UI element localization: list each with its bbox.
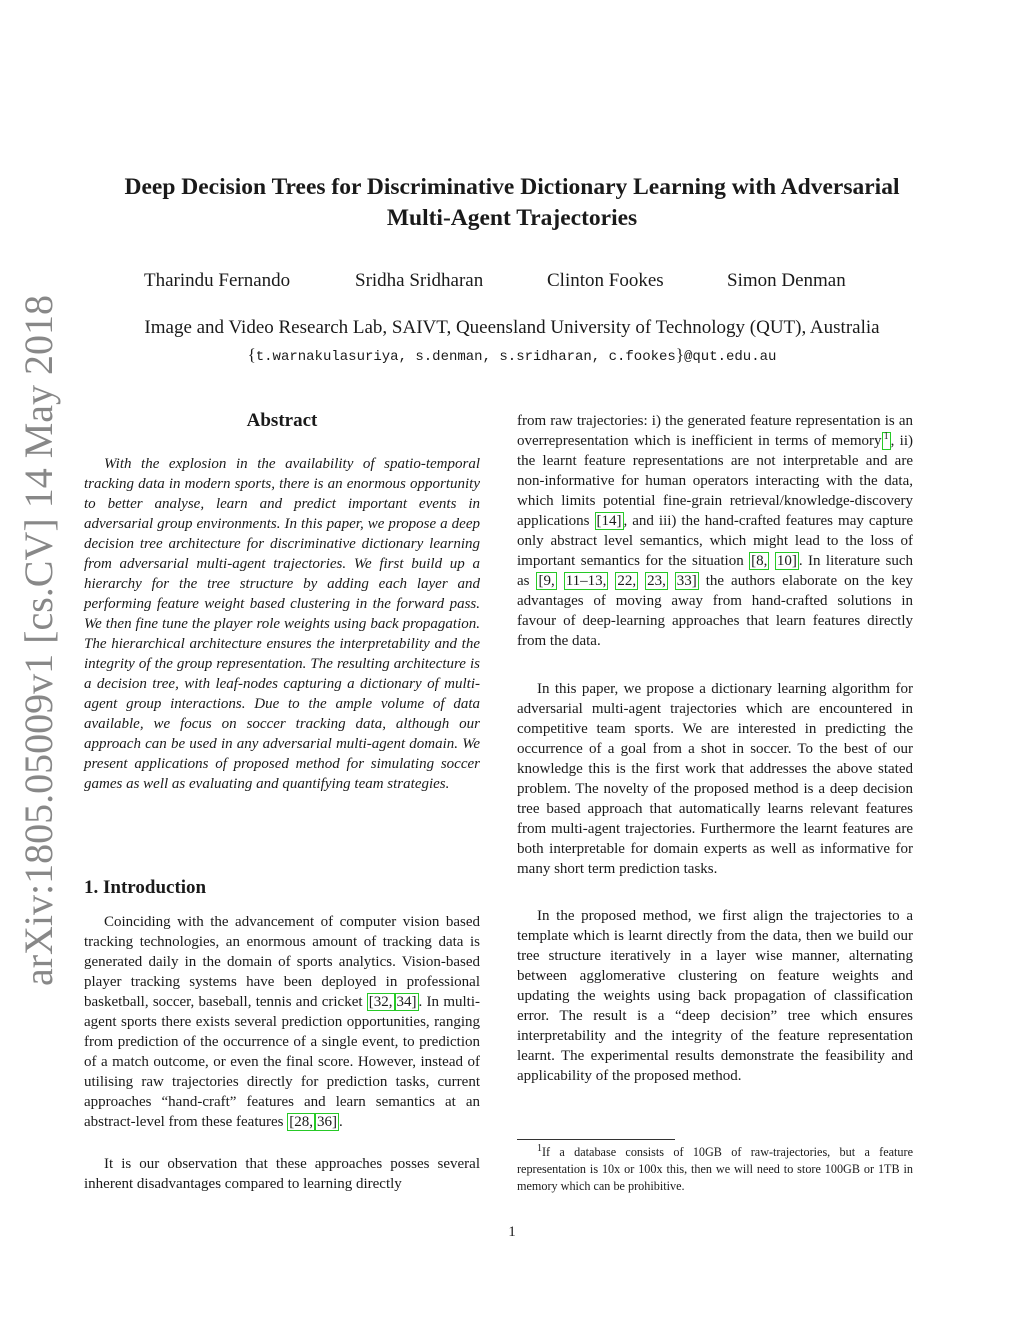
citation-link[interactable]: 33] bbox=[676, 573, 697, 589]
citation-link[interactable]: 11–13, bbox=[565, 573, 607, 589]
author-name: Sridha Sridharan bbox=[355, 270, 484, 291]
introduction-paragraph-1 bbox=[84, 912, 480, 1132]
introduction-paragraph-3 bbox=[517, 411, 913, 651]
paragraph-text: , ii) the learnt feature representations are not interpretable and are non-informative for human operators interacting with the data, which limits potential fine-grain retrieval/knowledge-discovery applications bbox=[517, 433, 913, 529]
paragraph-text: the authors elaborate on the key advantages of moving away from hand-crafted solutions in favour of deep-learning approaches that learn features directly from the data. bbox=[517, 573, 914, 649]
author-name: Clinton Fookes bbox=[547, 270, 664, 291]
footnote-divider bbox=[517, 1139, 675, 1140]
footnote bbox=[517, 1144, 913, 1195]
author-name: Simon Denman bbox=[727, 270, 846, 291]
citation-link[interactable]: 10] bbox=[776, 553, 797, 569]
introduction-paragraph-2 bbox=[84, 1154, 480, 1194]
footnote-mark: 1 bbox=[537, 1142, 542, 1154]
title-line-2: Multi-Agent Trajectories bbox=[386, 205, 638, 231]
author-emails: {t.warnakulasuriya, s.denman, s.sridharan, c.fookes}@qut.edu.au bbox=[247, 345, 777, 365]
arxiv-id-text: arXiv:1805.05009v1 [cs.CV] 14 May 2018 bbox=[16, 294, 62, 986]
paper-title bbox=[80, 172, 944, 234]
abstract-text: With the explosion in the availability of spatio-temporal tracking data in modern sports, there is an enormous opportunity to better analyse, learn and predict important events in adversarial group environments. In this paper, we propose a deep decision tree architecture for discriminative dictionary learning from adversarial multi-agent trajectories. We first build up a hierarchy for the tree structure by adding each layer and performing feature weight based clustering in the forward pass. We then fine tune the player role weights using back propagation. The hierarchical architecture ensures the interpretability and the integrity of the group representation. The resulting architecture is a decision tree, with leaf-nodes capturing a dictionary of multi-agent group interactions. Due to the ample volume of data available, we focus on soccer tracking data, although our approach can be used in any adversarial multi-agent domain. We present applications of proposed method for simulating soccer games as well as evaluating and quantifying team strategies. bbox=[84, 456, 480, 792]
author-list bbox=[80, 270, 944, 296]
affiliation: Image and Video Research Lab, SAIVT, Queensland University of Technology (QUT), Australia bbox=[144, 317, 880, 338]
paragraph-text: Coinciding with the advancement of computer vision based tracking technologies, an enormous amount of tracking data is generated daily in the domain of sports analytics. Vision-based player tracking systems have been deployed in professional basketball, soccer, baseball, tennis and cricket bbox=[84, 914, 480, 1010]
author-name: Tharindu Fernando bbox=[144, 270, 291, 291]
footnote-link[interactable]: 1 bbox=[882, 432, 891, 450]
paragraph-text: . bbox=[338, 1114, 343, 1130]
email-domain: @qut.edu.au bbox=[684, 349, 777, 365]
introduction-heading: 1. Introduction bbox=[84, 877, 207, 898]
citation-link[interactable]: [8, bbox=[751, 553, 768, 569]
citation-link[interactable]: [28, bbox=[289, 1114, 313, 1130]
citation-link[interactable]: 34] bbox=[396, 994, 417, 1010]
paragraph-text: from raw trajectories: i) the generated feature representation is an overrepresentation which is inefficient in terms of memory bbox=[517, 413, 913, 449]
citation-link[interactable]: 23, bbox=[647, 573, 666, 589]
citation-link[interactable]: 36] bbox=[316, 1114, 337, 1130]
page-number: 1 bbox=[508, 1224, 516, 1240]
introduction-paragraph-5 bbox=[517, 906, 913, 1086]
paragraph-text: In this paper, we propose a dictionary learning algorithm for adversarial multi-agent trajectories which are encountered in competitive team sports. We are interested in predicting the occurrence of a goal from a shot in soccer. To the best of our knowledge this is the first work that addresses the above stated problem. The novelty of the proposed method is a deep decision tree based approach that automatically learns relevant features from multi-agent trajectories. Furthermore the learnt features are both interpretable for domain experts as well as informative for many short term prediction tasks. bbox=[517, 681, 913, 877]
paragraph-text: It is our observation that these approaches posses several inherent disadvantages compared to learning directly bbox=[84, 1156, 480, 1192]
footnote-text: If a database consists of 10GB of raw-trajectories, but a feature representation is 10x or 100x this, then we will need to store 100GB or 1TB in memory which can be prohibitive. bbox=[517, 1145, 913, 1193]
title-line-1: Deep Decision Trees for Discriminative Dictionary Learning with Adversarial bbox=[124, 174, 900, 200]
paragraph-text: In the proposed method, we first align the trajectories to a template which is learnt directly from the data, then we build our tree structure iteratively in a layer wise manner, alternating between agglomerative clustering on feature weights and updating the weights using back propagation of classification error. The result is a “deep decision” tree which ensures interpretability and the integrity of the feature representation learnt. The experimental results demonstrate the feasibility and applicability of the proposed method. bbox=[517, 908, 913, 1084]
citation-link[interactable]: [9, bbox=[538, 573, 555, 589]
paragraph-text: . In literature such as bbox=[517, 553, 913, 589]
email-list: t.warnakulasuriya, s.denman, s.sridharan, c.fookes bbox=[255, 349, 676, 365]
abstract-heading: Abstract bbox=[246, 410, 318, 431]
paragraph-text: , and iii) the hand-crafted features may capture only abstract level semantics, which might lead to the loss of important semantics for the situation bbox=[517, 513, 913, 569]
citation-link[interactable]: [14] bbox=[596, 513, 622, 529]
paragraph-text: . In multi-agent sports there exists several prediction opportunities, ranging from prediction of the occurrence of a single event, to prediction of a match outcome, or even the final score. However, instead of utilising raw trajectories directly for prediction tasks, current approaches “hand-craft” features and learn semantics at an abstract-level from these features bbox=[84, 994, 480, 1130]
arxiv-identifier-stamp bbox=[10, 294, 68, 986]
citation-link[interactable]: 22, bbox=[617, 573, 637, 589]
citation-link[interactable]: [32, bbox=[368, 994, 393, 1010]
introduction-paragraph-4 bbox=[517, 679, 913, 879]
